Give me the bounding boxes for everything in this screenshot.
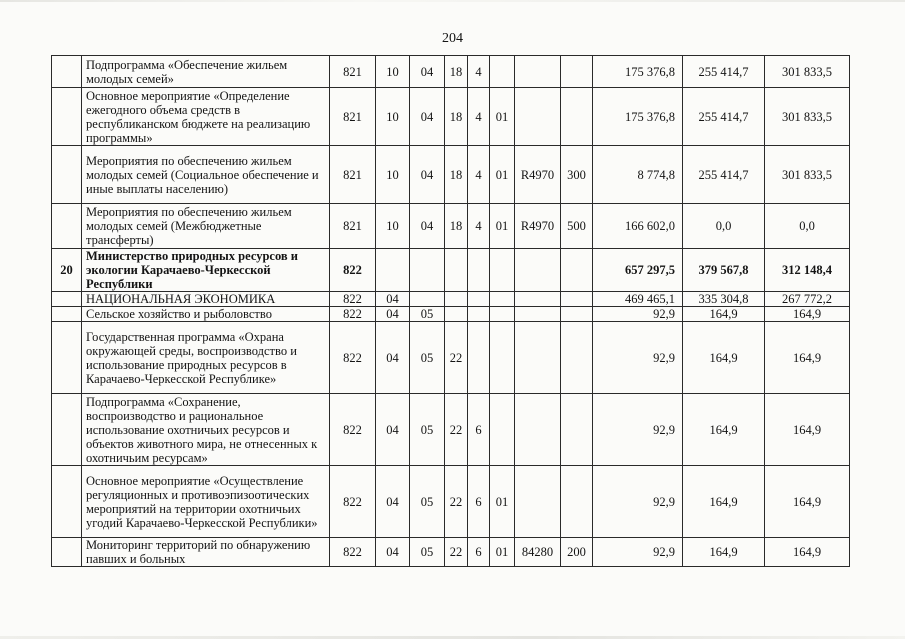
program-code-cell: 22 xyxy=(445,538,468,567)
amount-2021-cell: 92,9 xyxy=(593,538,683,567)
section-code-cell: 10 xyxy=(376,56,410,88)
row-number-cell xyxy=(52,292,82,307)
subprogram-code-cell: 6 xyxy=(468,394,490,466)
target-article-cell xyxy=(515,322,561,394)
program-code-cell: 22 xyxy=(445,322,468,394)
row-name-cell: Основное мероприятие «Осуществление регуляционных и противоэпизоотических мероприятий на территории охотничьих угодий Карачаево-Черкесской Республики» xyxy=(82,466,330,538)
target-article-cell xyxy=(515,292,561,307)
target-article-cell: R4970 xyxy=(515,204,561,249)
amount-2021-cell: 175 376,8 xyxy=(593,56,683,88)
amount-2021-cell: 657 297,5 xyxy=(593,249,683,292)
program-code-cell xyxy=(445,292,468,307)
program-code-cell: 18 xyxy=(445,56,468,88)
target-article-cell xyxy=(515,249,561,292)
amount-2023-cell: 312 148,4 xyxy=(765,249,850,292)
measure-code-cell: 01 xyxy=(490,466,515,538)
target-article-cell xyxy=(515,88,561,146)
amount-2021-cell: 92,9 xyxy=(593,307,683,322)
program-code-cell: 22 xyxy=(445,394,468,466)
section-code-cell: 10 xyxy=(376,88,410,146)
measure-code-cell xyxy=(490,394,515,466)
row-number-cell xyxy=(52,538,82,567)
program-code-cell: 22 xyxy=(445,466,468,538)
expense-type-cell xyxy=(561,249,593,292)
section-code-cell: 04 xyxy=(376,394,410,466)
amount-2021-cell: 8 774,8 xyxy=(593,146,683,204)
amount-2023-cell: 301 833,5 xyxy=(765,88,850,146)
amount-2022-cell: 164,9 xyxy=(683,538,765,567)
amount-2021-cell: 92,9 xyxy=(593,322,683,394)
ministry-code-cell: 822 xyxy=(330,292,376,307)
target-article-cell xyxy=(515,466,561,538)
measure-code-cell xyxy=(490,322,515,394)
subsection-code-cell: 05 xyxy=(410,466,445,538)
amount-2021-cell: 92,9 xyxy=(593,466,683,538)
table-row xyxy=(52,466,850,538)
row-name-cell: Подпрограмма «Обеспечение жильем молодых семей» xyxy=(82,56,330,88)
row-number-cell xyxy=(52,204,82,249)
amount-2023-cell: 301 833,5 xyxy=(765,56,850,88)
table-row xyxy=(52,538,850,567)
ministry-code-cell: 822 xyxy=(330,466,376,538)
section-code-cell: 04 xyxy=(376,538,410,567)
subsection-code-cell xyxy=(410,249,445,292)
table-row xyxy=(52,322,850,394)
subsection-code-cell: 04 xyxy=(410,88,445,146)
measure-code-cell xyxy=(490,307,515,322)
section-code-cell: 10 xyxy=(376,146,410,204)
expense-type-cell xyxy=(561,56,593,88)
measure-code-cell xyxy=(490,249,515,292)
row-number-cell xyxy=(52,146,82,204)
measure-code-cell: 01 xyxy=(490,538,515,567)
program-code-cell xyxy=(445,307,468,322)
amount-2022-cell: 255 414,7 xyxy=(683,146,765,204)
expense-type-cell xyxy=(561,88,593,146)
target-article-cell: R4970 xyxy=(515,146,561,204)
expense-type-cell xyxy=(561,394,593,466)
target-article-cell xyxy=(515,307,561,322)
subsection-code-cell: 05 xyxy=(410,307,445,322)
ministry-code-cell: 822 xyxy=(330,249,376,292)
section-code-cell: 04 xyxy=(376,292,410,307)
section-code-cell: 04 xyxy=(376,466,410,538)
subsection-code-cell: 05 xyxy=(410,394,445,466)
row-name-cell: Сельское хозяйство и рыболовство xyxy=(82,307,330,322)
subprogram-code-cell: 4 xyxy=(468,88,490,146)
row-number-cell xyxy=(52,466,82,538)
table-row xyxy=(52,307,850,322)
amount-2022-cell: 164,9 xyxy=(683,322,765,394)
amount-2021-cell: 92,9 xyxy=(593,394,683,466)
measure-code-cell xyxy=(490,292,515,307)
target-article-cell xyxy=(515,56,561,88)
row-name-cell: Мероприятия по обеспечению жильем молодых семей (Социальное обеспечение и иные выплаты населению) xyxy=(82,146,330,204)
expense-type-cell xyxy=(561,466,593,538)
row-name-cell: Министерство природных ресурсов и экологии Карачаево-Черкесской Республики xyxy=(82,249,330,292)
subsection-code-cell xyxy=(410,292,445,307)
subsection-code-cell: 04 xyxy=(410,204,445,249)
table-row xyxy=(52,292,850,307)
row-number-cell xyxy=(52,56,82,88)
subprogram-code-cell: 4 xyxy=(468,56,490,88)
table-row xyxy=(52,394,850,466)
section-code-cell xyxy=(376,249,410,292)
section-code-cell: 04 xyxy=(376,322,410,394)
amount-2021-cell: 166 602,0 xyxy=(593,204,683,249)
program-code-cell: 18 xyxy=(445,146,468,204)
ministry-code-cell: 822 xyxy=(330,307,376,322)
scan-edge-top xyxy=(0,0,905,2)
amount-2023-cell: 0,0 xyxy=(765,204,850,249)
subsection-code-cell: 05 xyxy=(410,322,445,394)
row-number-cell xyxy=(52,322,82,394)
amount-2023-cell: 164,9 xyxy=(765,307,850,322)
ministry-code-cell: 822 xyxy=(330,322,376,394)
target-article-cell: 84280 xyxy=(515,538,561,567)
expense-type-cell xyxy=(561,322,593,394)
section-code-cell: 10 xyxy=(376,204,410,249)
row-name-cell: Мероприятия по обеспечению жильем молодых семей (Межбюджетные трансферты) xyxy=(82,204,330,249)
expense-type-cell: 500 xyxy=(561,204,593,249)
ministry-code-cell: 821 xyxy=(330,56,376,88)
amount-2022-cell: 335 304,8 xyxy=(683,292,765,307)
subprogram-code-cell xyxy=(468,249,490,292)
amount-2022-cell: 255 414,7 xyxy=(683,56,765,88)
table-row xyxy=(52,249,850,292)
table-row xyxy=(52,56,850,88)
row-name-cell: НАЦИОНАЛЬНАЯ ЭКОНОМИКА xyxy=(82,292,330,307)
measure-code-cell: 01 xyxy=(490,146,515,204)
expense-type-cell: 300 xyxy=(561,146,593,204)
row-number-cell: 20 xyxy=(52,249,82,292)
subprogram-code-cell xyxy=(468,322,490,394)
subprogram-code-cell: 4 xyxy=(468,204,490,249)
ministry-code-cell: 821 xyxy=(330,146,376,204)
row-name-cell: Мониторинг территорий по обнаружению павших и больных xyxy=(82,538,330,567)
amount-2023-cell: 164,9 xyxy=(765,322,850,394)
subsection-code-cell: 05 xyxy=(410,538,445,567)
page-number: 204 xyxy=(442,31,463,46)
amount-2022-cell: 164,9 xyxy=(683,466,765,538)
program-code-cell: 18 xyxy=(445,88,468,146)
ministry-code-cell: 821 xyxy=(330,204,376,249)
subprogram-code-cell: 6 xyxy=(468,538,490,567)
row-name-cell: Подпрограмма «Сохранение, воспроизводство и рациональное использование охотничьих ресурсов и объектов животного мира, не отнесенных к охотничьим ресурсам» xyxy=(82,394,330,466)
program-code-cell xyxy=(445,249,468,292)
amount-2021-cell: 469 465,1 xyxy=(593,292,683,307)
amount-2023-cell: 164,9 xyxy=(765,538,850,567)
budget-table xyxy=(51,55,850,567)
table-row xyxy=(52,146,850,204)
row-name-cell: Основное мероприятие «Определение ежегодного объема средств в республиканском бюджете на реализацию программы» xyxy=(82,88,330,146)
section-code-cell: 04 xyxy=(376,307,410,322)
subprogram-code-cell: 6 xyxy=(468,466,490,538)
program-code-cell: 18 xyxy=(445,204,468,249)
amount-2022-cell: 379 567,8 xyxy=(683,249,765,292)
subprogram-code-cell xyxy=(468,307,490,322)
row-number-cell xyxy=(52,394,82,466)
subprogram-code-cell: 4 xyxy=(468,146,490,204)
table-row xyxy=(52,88,850,146)
measure-code-cell xyxy=(490,56,515,88)
row-name-cell: Государственная программа «Охрана окружающей среды, воспроизводство и использование природных ресурсов в Карачаево-Черкесской Республике» xyxy=(82,322,330,394)
expense-type-cell: 200 xyxy=(561,538,593,567)
amount-2023-cell: 301 833,5 xyxy=(765,146,850,204)
amount-2022-cell: 255 414,7 xyxy=(683,88,765,146)
amount-2021-cell: 175 376,8 xyxy=(593,88,683,146)
ministry-code-cell: 821 xyxy=(330,88,376,146)
subprogram-code-cell xyxy=(468,292,490,307)
amount-2022-cell: 164,9 xyxy=(683,307,765,322)
amount-2022-cell: 164,9 xyxy=(683,394,765,466)
amount-2023-cell: 164,9 xyxy=(765,466,850,538)
target-article-cell xyxy=(515,394,561,466)
row-number-cell xyxy=(52,307,82,322)
subsection-code-cell: 04 xyxy=(410,56,445,88)
amount-2023-cell: 267 772,2 xyxy=(765,292,850,307)
measure-code-cell: 01 xyxy=(490,204,515,249)
measure-code-cell: 01 xyxy=(490,88,515,146)
expense-type-cell xyxy=(561,292,593,307)
expense-type-cell xyxy=(561,307,593,322)
amount-2022-cell: 0,0 xyxy=(683,204,765,249)
ministry-code-cell: 822 xyxy=(330,394,376,466)
amount-2023-cell: 164,9 xyxy=(765,394,850,466)
row-number-cell xyxy=(52,88,82,146)
subsection-code-cell: 04 xyxy=(410,146,445,204)
ministry-code-cell: 822 xyxy=(330,538,376,567)
table-row xyxy=(52,204,850,249)
